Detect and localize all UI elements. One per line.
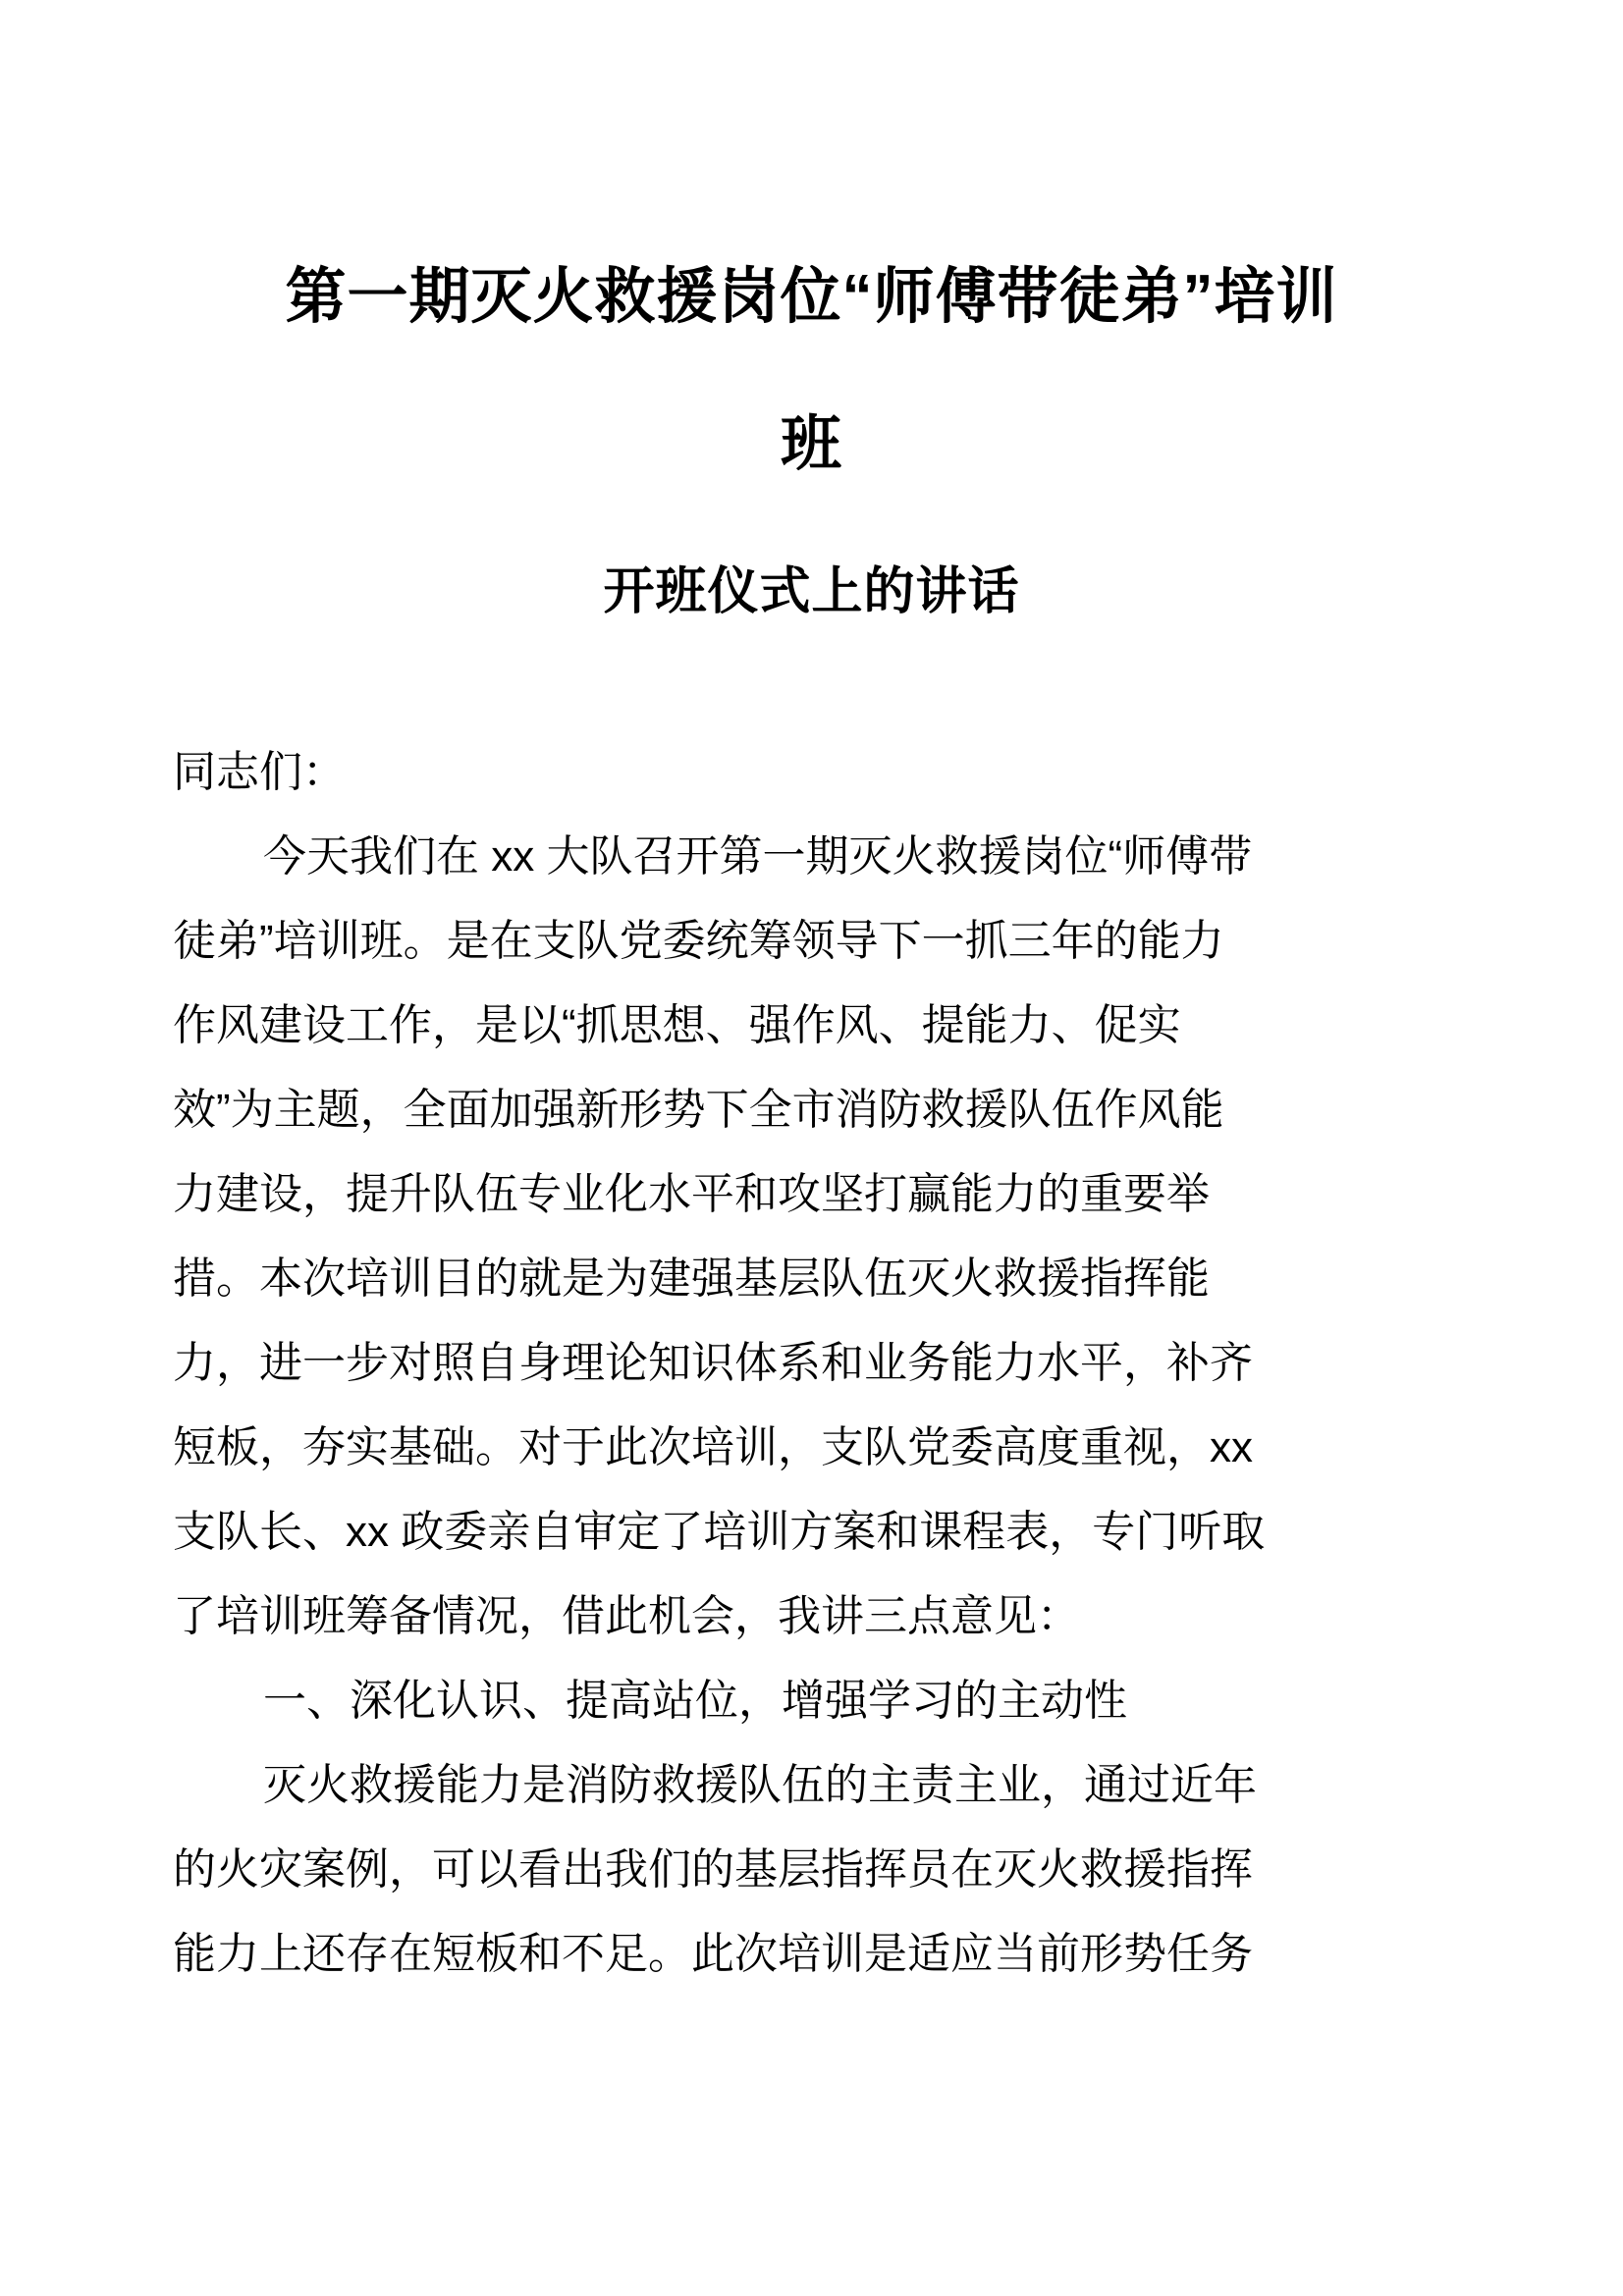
paragraph-line: 灭火救援能力是消防救援队伍的主责主业，通过近年 xyxy=(263,1761,1257,1809)
paragraph-line: 效”为主题，全面加强新形势下全市消防救援队伍作风能 xyxy=(173,1086,1224,1134)
paragraph-line: 力，进一步对照自身理论知识体系和业务能力水平，补齐 xyxy=(173,1339,1253,1387)
page-subtitle: 开班仪式上的讲话 xyxy=(603,563,1020,620)
title-body-spacer xyxy=(173,666,1450,730)
salutation: 同志们： xyxy=(173,748,346,796)
paragraph-line: 支队长、xx 政委亲自审定了培训方案和课程表，专门听取 xyxy=(173,1508,1266,1556)
paragraph-line: 短板，夯实基础。对于此次培训，支队党委高度重视，xx xyxy=(173,1423,1253,1471)
paragraph-section-one xyxy=(173,1743,1450,1997)
paragraph-line: 的火灾案例，可以看出我们的基层指挥员在灭火救援指挥 xyxy=(173,1845,1253,1894)
section-heading-block xyxy=(173,1659,1450,1743)
paragraph-line: 措。本次培训目的就是为建强基层队伍灭火救援指挥能 xyxy=(173,1255,1210,1303)
paragraph-line: 了培训班筹备情况，借此机会，我讲三点意见： xyxy=(173,1592,1080,1640)
paragraph-line: 今天我们在 xx 大队召开第一期灭火救援岗位“师傅带 xyxy=(263,832,1253,881)
title-line-2: 班 xyxy=(780,410,842,478)
paragraph-opening xyxy=(173,815,1450,1659)
page-title xyxy=(173,224,1450,518)
paragraph-line: 徒弟”培训班。是在支队党委统筹领导下一抓三年的能力 xyxy=(173,917,1224,965)
title-line-1: 第一期灭火救援岗位“师傅带徒弟”培训 xyxy=(285,263,1338,331)
paragraph-line: 能力上还存在短板和不足。此次培训是适应当前形势任务 xyxy=(173,1930,1253,1978)
paragraph-line: 作风建设工作，是以“抓思想、强作风、提能力、促实 xyxy=(173,1001,1181,1049)
paragraph-line: 力建设，提升队伍专业化水平和攻坚打赢能力的重要举 xyxy=(173,1170,1210,1218)
section-heading: 一、深化认识、提高站位，增强学习的主动性 xyxy=(263,1677,1127,1725)
